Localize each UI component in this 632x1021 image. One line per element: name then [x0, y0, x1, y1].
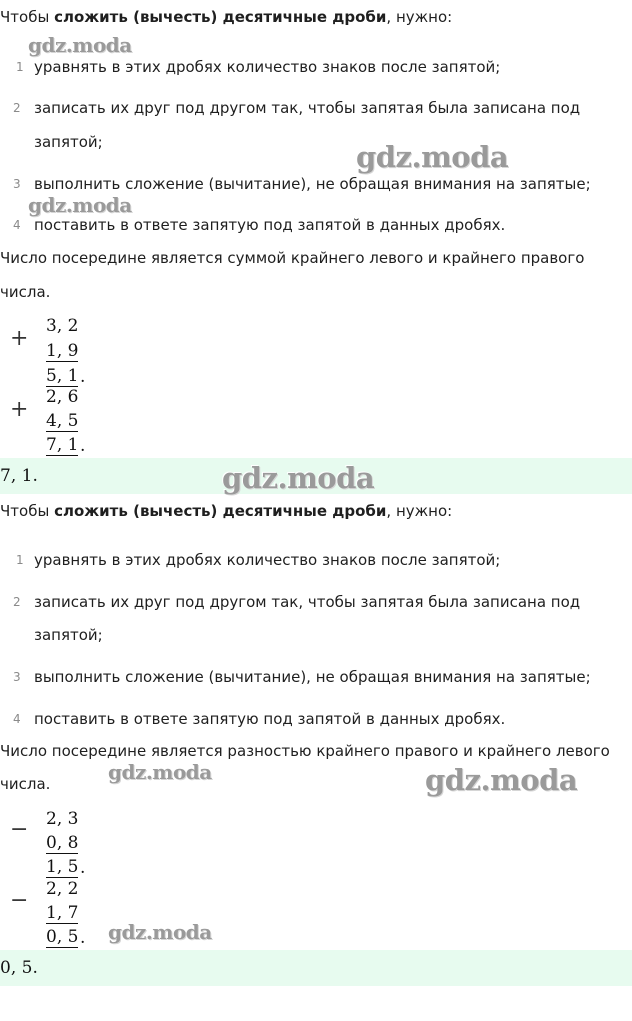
answer-text: 0, 5. [0, 958, 38, 978]
result: 0, 5 [46, 927, 79, 947]
step-number: 4 [13, 218, 21, 232]
result-period: . [80, 858, 86, 878]
step-text-continued: запятой; [34, 626, 103, 644]
step-number: 2 [13, 101, 21, 115]
step-number: 3 [13, 177, 21, 191]
watermark: gdz.moda [108, 920, 212, 944]
result-period: . [80, 436, 86, 456]
step-text: поставить в ответе запятую под запятой в данных дробях. [34, 216, 506, 234]
plus-sign: + [10, 326, 29, 351]
step-text: уравнять в этих дробях количество знаков после запятой; [34, 58, 501, 76]
answer-band [0, 950, 632, 986]
note-text-continued: числа. [0, 283, 51, 301]
step-text: выполнить сложение (вычитание), не обращая внимания на запятые; [34, 668, 591, 686]
step-number: 2 [13, 595, 21, 609]
result: 5, 1 [46, 366, 79, 386]
step-number: 4 [13, 712, 21, 726]
result-period: . [80, 928, 86, 948]
watermark: gdz.moda [108, 760, 212, 784]
step-number: 3 [13, 670, 21, 684]
step-text: записать их друг под другом так, чтобы запятая была записана под [34, 99, 581, 117]
step-text: поставить в ответе запятую под запятой в данных дробях. [34, 710, 506, 728]
watermark: gdz.moda [222, 461, 375, 495]
operand-bottom: 1, 7 [46, 903, 79, 923]
operand-top: 2, 6 [46, 387, 79, 407]
intro-bold: сложить (вычесть) десятичные дроби [54, 8, 387, 26]
step-number: 1 [16, 60, 24, 74]
watermark: gdz.moda [28, 193, 132, 217]
watermark: gdz.moda [425, 763, 578, 797]
result: 7, 1 [46, 435, 79, 455]
operand-top: 2, 3 [46, 809, 79, 829]
operand-top: 3, 2 [46, 316, 79, 336]
result-period: . [80, 367, 86, 387]
note-text-continued: числа. [0, 775, 51, 793]
step-text: уравнять в этих дробях количество знаков после запятой; [34, 551, 501, 569]
minus-sign: − [10, 817, 29, 842]
operand-bottom: 4, 5 [46, 411, 79, 431]
watermark: gdz.moda [28, 33, 132, 57]
minus-sign: − [10, 888, 29, 913]
step-text: записать их друг под другом так, чтобы запятая была записана под [34, 593, 581, 611]
note-text: Число посередине является разностью крайнего правого и крайнего левого [0, 742, 610, 760]
intro-text: Чтобы сложить (вычесть) десятичные дроби, нужно: [0, 8, 453, 26]
intro-text: Чтобы сложить (вычесть) десятичные дроби, нужно: [0, 502, 453, 520]
watermark: gdz.moda [356, 140, 509, 174]
intro-bold: сложить (вычесть) десятичные дроби [54, 502, 387, 520]
operand-top: 2, 2 [46, 879, 79, 899]
plus-sign: + [10, 397, 29, 422]
result: 1, 5 [46, 857, 79, 877]
answer-text: 7, 1. [0, 466, 38, 486]
operand-bottom: 1, 9 [46, 341, 79, 361]
step-text-continued: запятой; [34, 133, 103, 151]
step-number: 1 [16, 553, 24, 567]
operand-bottom: 0, 8 [46, 833, 79, 853]
step-text: выполнить сложение (вычитание), не обращая внимания на запятые; [34, 175, 591, 193]
note-text: Число посередине является суммой крайнего левого и крайнего правого [0, 249, 585, 267]
